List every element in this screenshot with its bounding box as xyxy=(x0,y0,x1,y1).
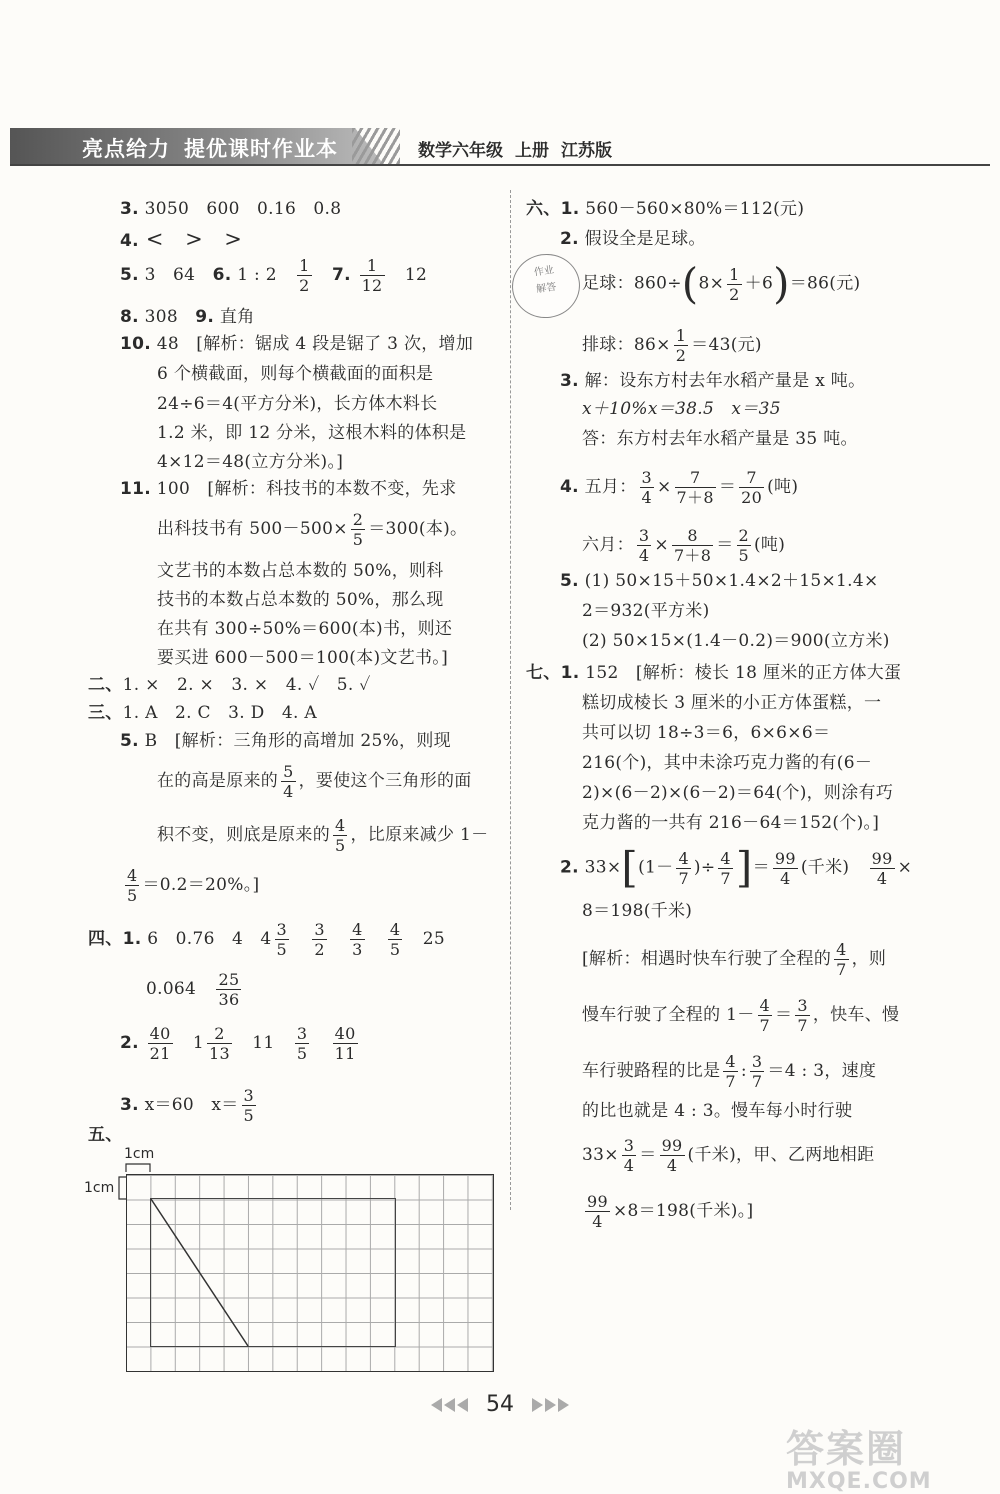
fraction: $\frac{1}{2}$ xyxy=(675,326,687,365)
answer-11: 11. 100 [解析：科技书的本数不变，先求 xyxy=(120,479,457,499)
section-3-q5-line: $\frac{4}{5}$ ＝0.2＝20%。] xyxy=(127,866,260,905)
answer-10: 10. 48 [解析：锯成 4 段是锯了 3 次，增加 xyxy=(120,334,474,354)
section-6-q2: 2. 假设全是足球。 xyxy=(560,229,706,249)
section-7-q2-analysis: $\frac{99}{4}$ ×8＝198(千米)。] xyxy=(587,1192,754,1231)
fraction: $\frac{4}{5}$ xyxy=(127,866,138,905)
subject: 数学六年级 xyxy=(418,141,503,161)
fraction: $\frac{3}{7}$ xyxy=(797,996,808,1035)
section-7-q1-line: 共可以切 18÷3＝6，6×6×6＝ xyxy=(582,723,831,743)
column-divider xyxy=(510,190,511,1210)
section-6-q4-may: 4. 五月： $\frac{3}{4}$ × $\frac{7}{7+8}$ ＝ $\frac{7}{20}$ (吨) xyxy=(560,468,799,507)
section-4-q3: 3. x＝60 x＝ $\frac{3}{5}$ xyxy=(120,1086,255,1125)
section-3: 三、1. A 2. C 3. D 4. A xyxy=(88,703,317,723)
fraction: $\frac{4}{7}$ xyxy=(759,996,771,1035)
brand: 亮点给力 xyxy=(82,137,170,161)
watermark-logo: 答案圈 MXQE.COM xyxy=(786,1427,932,1494)
fraction: $\frac{4}{5}$ xyxy=(335,816,346,855)
fraction: $\frac{4}{5}$ xyxy=(389,920,401,959)
answer-11-line: 技书的本数占总本数的 50%，那么现 xyxy=(157,590,444,610)
section-6-q3-answer: 答：东方村去年水稻产量是 35 吨。 xyxy=(582,429,858,449)
section-7-q2-analysis: 33× $\frac{3}{4}$ ＝ $\frac{99}{4}$ (千米)，甲、乙两地相距 xyxy=(582,1136,875,1175)
answer-4: 4. < > > xyxy=(120,227,243,251)
fraction: $\frac{1}{2}$ xyxy=(299,256,310,295)
fraction: $\frac{4}{7}$ xyxy=(836,940,847,979)
fraction: $\frac{99}{4}$ xyxy=(661,1136,683,1175)
fraction: $\frac{2}{13}$ xyxy=(209,1024,230,1063)
fraction: $\frac{40}{21}$ xyxy=(149,1024,171,1063)
section-7-q1: 七、1. 152 [解析：棱长 18 厘米的正方体大蛋 xyxy=(526,663,902,683)
page-number: 54 xyxy=(486,1392,514,1417)
fraction: $\frac{3}{5}$ xyxy=(243,1086,255,1125)
fraction: $\frac{1}{2}$ xyxy=(729,264,740,304)
fraction: $\frac{5}{4}$ xyxy=(283,762,294,801)
fraction: $\frac{3}{4}$ xyxy=(623,1136,635,1175)
fraction: $\frac{8}{7+8}$ xyxy=(673,526,712,565)
header-title xyxy=(82,133,352,163)
answer-3: 3. 3050 600 0.16 0.8 xyxy=(120,199,342,219)
fraction: $\frac{25}{36}$ xyxy=(218,970,240,1009)
answer-10-line: 6 个横截面，则每个横截面的面积是 xyxy=(157,364,434,384)
fraction: $\frac{7}{7+8}$ xyxy=(676,468,714,507)
section-6-q2-football: 足球：860÷(8× $\frac{1}{2}$ ＋6)＝86(元) xyxy=(582,259,861,308)
fraction: $\frac{4}{7}$ xyxy=(720,848,731,888)
fraction: $\frac{4}{3}$ xyxy=(352,920,363,959)
section-3-q5-line: 在的高是原来的 $\frac{5}{4}$ ，要使这个三角形的面 xyxy=(157,762,472,801)
header-stripe xyxy=(352,128,400,166)
cm-top-brace xyxy=(124,1160,154,1174)
book-title: 提优课时作业本 xyxy=(184,137,338,161)
fraction: $\frac{3}{7}$ xyxy=(751,1052,763,1091)
prev-arrows-icon xyxy=(430,1394,469,1413)
cm-top-label: 1cm xyxy=(124,1146,155,1162)
page-footer xyxy=(0,1392,1000,1417)
next-arrows-icon xyxy=(531,1394,570,1413)
fraction: $\frac{99}{4}$ xyxy=(587,1192,608,1231)
section-7-q1-line: 216(个)，其中未涂巧克力酱的有(6－ xyxy=(582,753,873,773)
section-7-q2-analysis: 车行驶路程的比是 $\frac{4}{7}$ : $\frac{3}{7}$ ＝4 : 3，速度 xyxy=(582,1052,877,1091)
fraction: $\frac{3}{2}$ xyxy=(314,920,325,959)
answer-10-line: 24÷6＝4(平方分米)，长方体木料长 xyxy=(157,394,438,414)
header-rule xyxy=(10,164,990,166)
section-7-q1-line: 克力酱的一共有 216－64＝152(个)。] xyxy=(582,813,880,833)
section-4-q1: 四、1. 6 0.76 4 4 $\frac{3}{5}$ $\frac{3}{2}$ $\frac{4}{3}$ $\frac{4}{5}$ 25 xyxy=(88,920,445,959)
section-7-q2-analysis: 慢车行驶了全程的 1－ $\frac{4}{7}$ ＝ $\frac{3}{7}$ ，快车、慢 xyxy=(582,996,900,1035)
answer-10-line: 1.2 米，即 12 分米，这根木料的体积是 xyxy=(157,423,467,443)
fraction: $\frac{7}{20}$ xyxy=(741,468,763,507)
diagonal-line xyxy=(126,1174,496,1374)
section-6-q5-line: 2＝932(平方米) xyxy=(582,601,710,621)
page-header xyxy=(0,128,1000,166)
answer-8-9: 8. 308 9. 直角 xyxy=(120,307,255,327)
fraction: $\frac{40}{11}$ xyxy=(334,1024,356,1063)
section-4-q2: 2. $\frac{40}{21}$ 1 $\frac{2}{13}$ 11 $\frac{3}{5}$ $\frac{40}{11}$ xyxy=(120,1024,356,1063)
fraction: $\frac{3}{5}$ xyxy=(296,1024,308,1063)
edition: 江苏版 xyxy=(561,141,612,161)
answer-11-line: 出科技书有 500－500× $\frac{2}{5}$ ＝300(本)。 xyxy=(157,510,468,549)
homework-stamp: 作业 解答 xyxy=(508,250,584,323)
section-6-q4-june: 六月： $\frac{3}{4}$ × $\frac{8}{7+8}$ ＝ $\frac{2}{5}$ (吨) xyxy=(582,526,786,565)
answer-11-line: 文艺书的本数占总本数的 50%，则科 xyxy=(157,561,444,581)
section-6-q3: 3. 解：设东方村去年水稻产量是 x 吨。 xyxy=(560,371,866,391)
answer-5-7: 5. 3 64 6. 1 : 2 $\frac{1}{2}$ 7. $\frac{1}{12}$ 12 xyxy=(120,256,428,295)
header-info xyxy=(418,136,624,161)
section-6-q5-line: (2) 50×15×(1.4－0.2)＝900(立方米) xyxy=(582,631,890,651)
section-3-q5: 5. B [解析：三角形的高增加 25%，则现 xyxy=(120,731,451,751)
section-7-q1-line: 2)×(6－2)×(6－2)＝64(个)，则涂有巧 xyxy=(582,783,894,803)
section-7-q2-line: 8＝198(千米) xyxy=(582,901,693,921)
volume: 上册 xyxy=(515,141,549,161)
section-7-q2: 2. 33×[(1－ $\frac{4}{7}$ )÷ $\frac{4}{7}$ ]＝ $\frac{99}{4}$ (千米) $\frac{99}{4}$ × xyxy=(560,843,913,892)
fraction: $\frac{4}{7}$ xyxy=(725,1052,736,1091)
fraction: $\frac{3}{5}$ xyxy=(276,920,288,959)
fraction: $\frac{1}{12}$ xyxy=(361,256,383,295)
section-3-q5-line: 积不变，则底是原来的 $\frac{4}{5}$ ，比原来减少 1－ xyxy=(157,816,489,855)
answer-11-line: 要买进 600－500＝100(本)文艺书。] xyxy=(157,648,449,668)
section-7-q2-analysis: [解析：相遇时快车行驶了全程的 $\frac{4}{7}$ ，则 xyxy=(582,940,887,979)
section-6-q2-volleyball: 排球：86× $\frac{1}{2}$ ＝43(元) xyxy=(582,326,762,365)
cm-left-label: 1cm xyxy=(84,1180,115,1196)
section-6-q3-eq: x＋10%x＝38.5 x＝35 xyxy=(582,399,781,419)
fraction: $\frac{3}{4}$ xyxy=(638,526,650,565)
fraction: $\frac{99}{4}$ xyxy=(871,848,893,888)
section-7-q2-analysis: 的比也就是 4 : 3。慢车每小时行驶 xyxy=(582,1101,853,1121)
section-7-q1-line: 糕切成棱长 3 厘米的小正方体蛋糕，一 xyxy=(582,693,882,713)
fraction: $\frac{99}{4}$ xyxy=(774,848,796,888)
fraction: $\frac{2}{5}$ xyxy=(352,510,364,549)
section-6-q1: 六、1. 560－560×80%＝112(元) xyxy=(526,199,805,219)
section-6-q5: 5. (1) 50×15＋50×1.4×2＋15×1.4× xyxy=(560,571,879,591)
section-5: 五、 xyxy=(88,1125,123,1145)
section-2: 二、1. × 2. × 3. × 4. ✓ 5. ✓ xyxy=(88,675,371,695)
answer-10-line: 4×12＝48(立方分米)。] xyxy=(157,452,344,472)
fraction: $\frac{4}{7}$ xyxy=(678,848,689,888)
fraction: $\frac{3}{4}$ xyxy=(641,468,652,507)
section-4-q1-cont: 0.064 $\frac{25}{36}$ xyxy=(146,970,240,1009)
fraction: $\frac{2}{5}$ xyxy=(738,526,749,565)
answer-11-line: 在共有 300÷50%＝600(本)书，则还 xyxy=(157,619,453,639)
